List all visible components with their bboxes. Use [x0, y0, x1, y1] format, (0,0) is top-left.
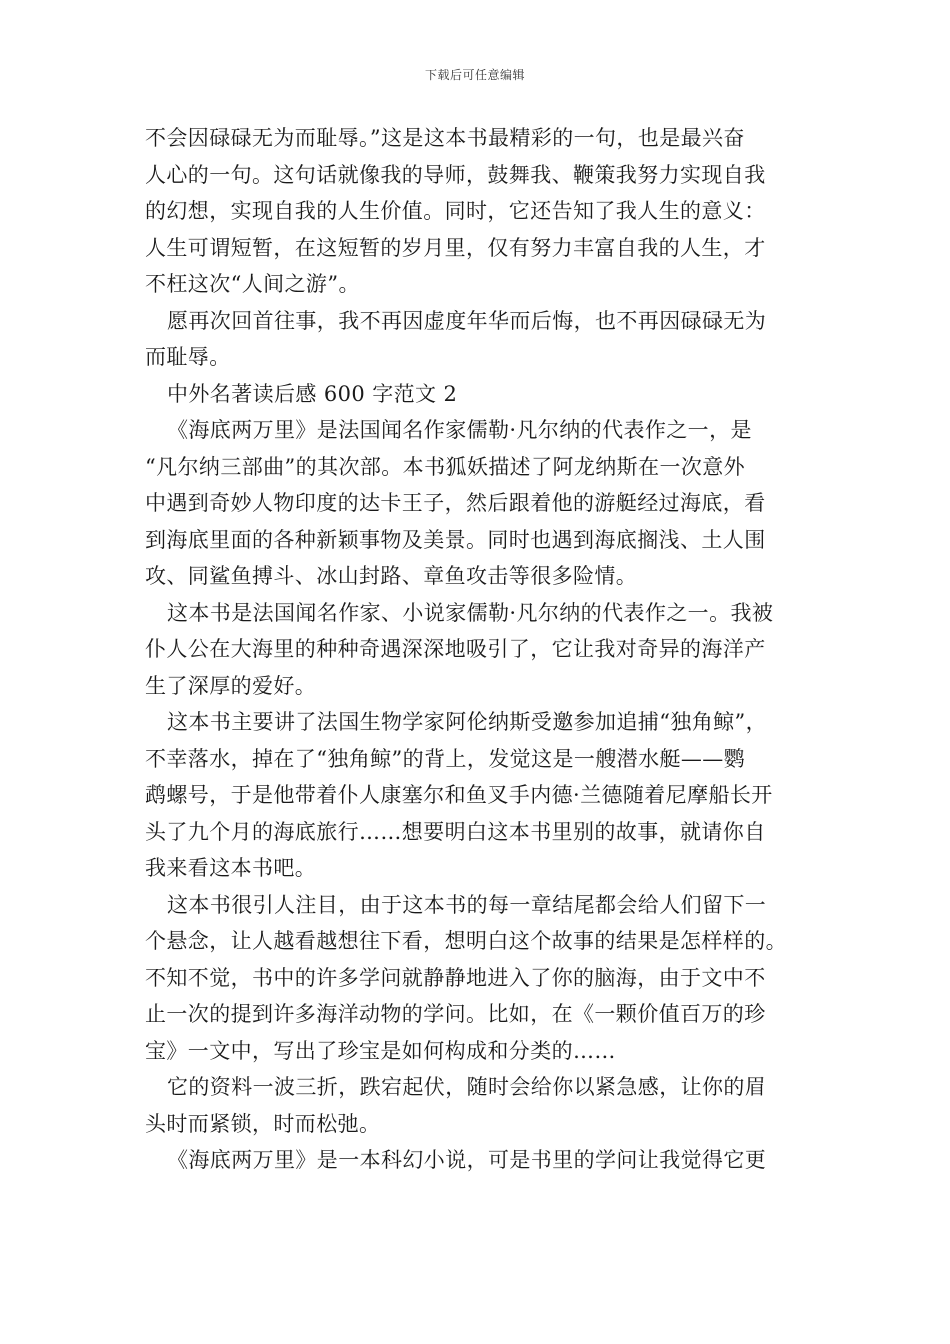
text-line: 个悬念，让人越看越想往下看，想明白这个故事的结果是怎样样的。	[145, 929, 787, 953]
text-line: 我来看这本书吧。	[145, 856, 317, 880]
text-line: 的幻想，实现自我的人生价值。同时，它还告知了我人生的意义：	[145, 199, 766, 223]
text-line: 宝》一文中，写出了珍宝是如何构成和分类的……	[145, 1038, 616, 1063]
text-line: 鹉螺号，于是他带着仆人康塞尔和鱼叉手内德·兰德随着尼摩船长开	[145, 783, 773, 807]
text-line: 它的资料一波三折，跌宕起伏，随时会给你以紧急感，让你的眉	[167, 1075, 767, 1099]
text-line: 生了深厚的爱好。	[145, 673, 317, 698]
text-line: 愿再次回首往事，我不再因虚度年华而后悔，也不再因碌碌无为	[167, 308, 767, 333]
text-line: 仆人公在大海里的种种奇遇深深地吸引了，它让我对奇异的海洋产	[145, 637, 766, 661]
text-line: 中遇到奇妙人物印度的达卡王子，然后跟着他的游艇经过海底，看	[145, 491, 766, 515]
text-line: 《海底两万里》是法国闻名作家儒勒·凡尔纳的代表作之一，是	[167, 418, 752, 442]
document-body	[145, 120, 810, 1179]
text-line: 不知不觉，书中的许多学问就静静地进入了你的脑海，由于文中不	[145, 965, 766, 990]
text-line: 这本书是法国闻名作家、小说家儒勒·凡尔纳的代表作之一。我被	[167, 600, 774, 625]
text-line: 头时而紧锁，时而松弛。	[145, 1111, 381, 1136]
text-line: 头了九个月的海底旅行……想要明白这本书里别的故事，就请你自	[145, 819, 766, 844]
text-line: “凡尔纳三部曲”的其次部。本书狐妖描述了阿龙纳斯在一次意外	[145, 454, 746, 479]
text-line: 不幸落水，掉在了“独角鲸”的背上，发觉这是一艘潜水艇——鹦	[145, 746, 746, 771]
text-line: 而耻辱。	[145, 345, 231, 369]
text-line: 《海底两万里》是一本科幻小说，可是书里的学问让我觉得它更	[167, 1148, 767, 1172]
text-line: 不枉这次“人间之游”。	[145, 272, 360, 296]
text-line: 到海底里面的各种新颖事物及美景。同时也遇到海底搁浅、土人围	[145, 527, 766, 552]
text-line: 攻、同鲨鱼搏斗、冰山封路、章鱼攻击等很多险情。	[145, 564, 638, 588]
text-line: 止一次的提到许多海洋动物的学问。比如，在《一颗价值百万的珍	[145, 1002, 766, 1026]
text-line: 不会因碌碌无为而耻辱。”这是这本书最精彩的一句，也是最兴奋	[145, 126, 745, 150]
page-header: 下载后可任意编辑	[424, 68, 525, 82]
text-line: 人生可谓短暂，在这短暂的岁月里，仅有努力丰富自我的人生，才	[145, 235, 766, 260]
text-line: 人心的一句。这句话就像我的导师，鼓舞我、鞭策我努力实现自我	[145, 162, 766, 187]
text-line: 这本书很引人注目，由于这本书的每一章结尾都会给人们留下一	[167, 892, 767, 917]
text-line: 这本书主要讲了法国生物学家阿伦纳斯受邀参加追捕“独角鲸”，	[167, 710, 768, 734]
section-heading: 中外名著读后感 600 字范文 2	[167, 381, 458, 406]
